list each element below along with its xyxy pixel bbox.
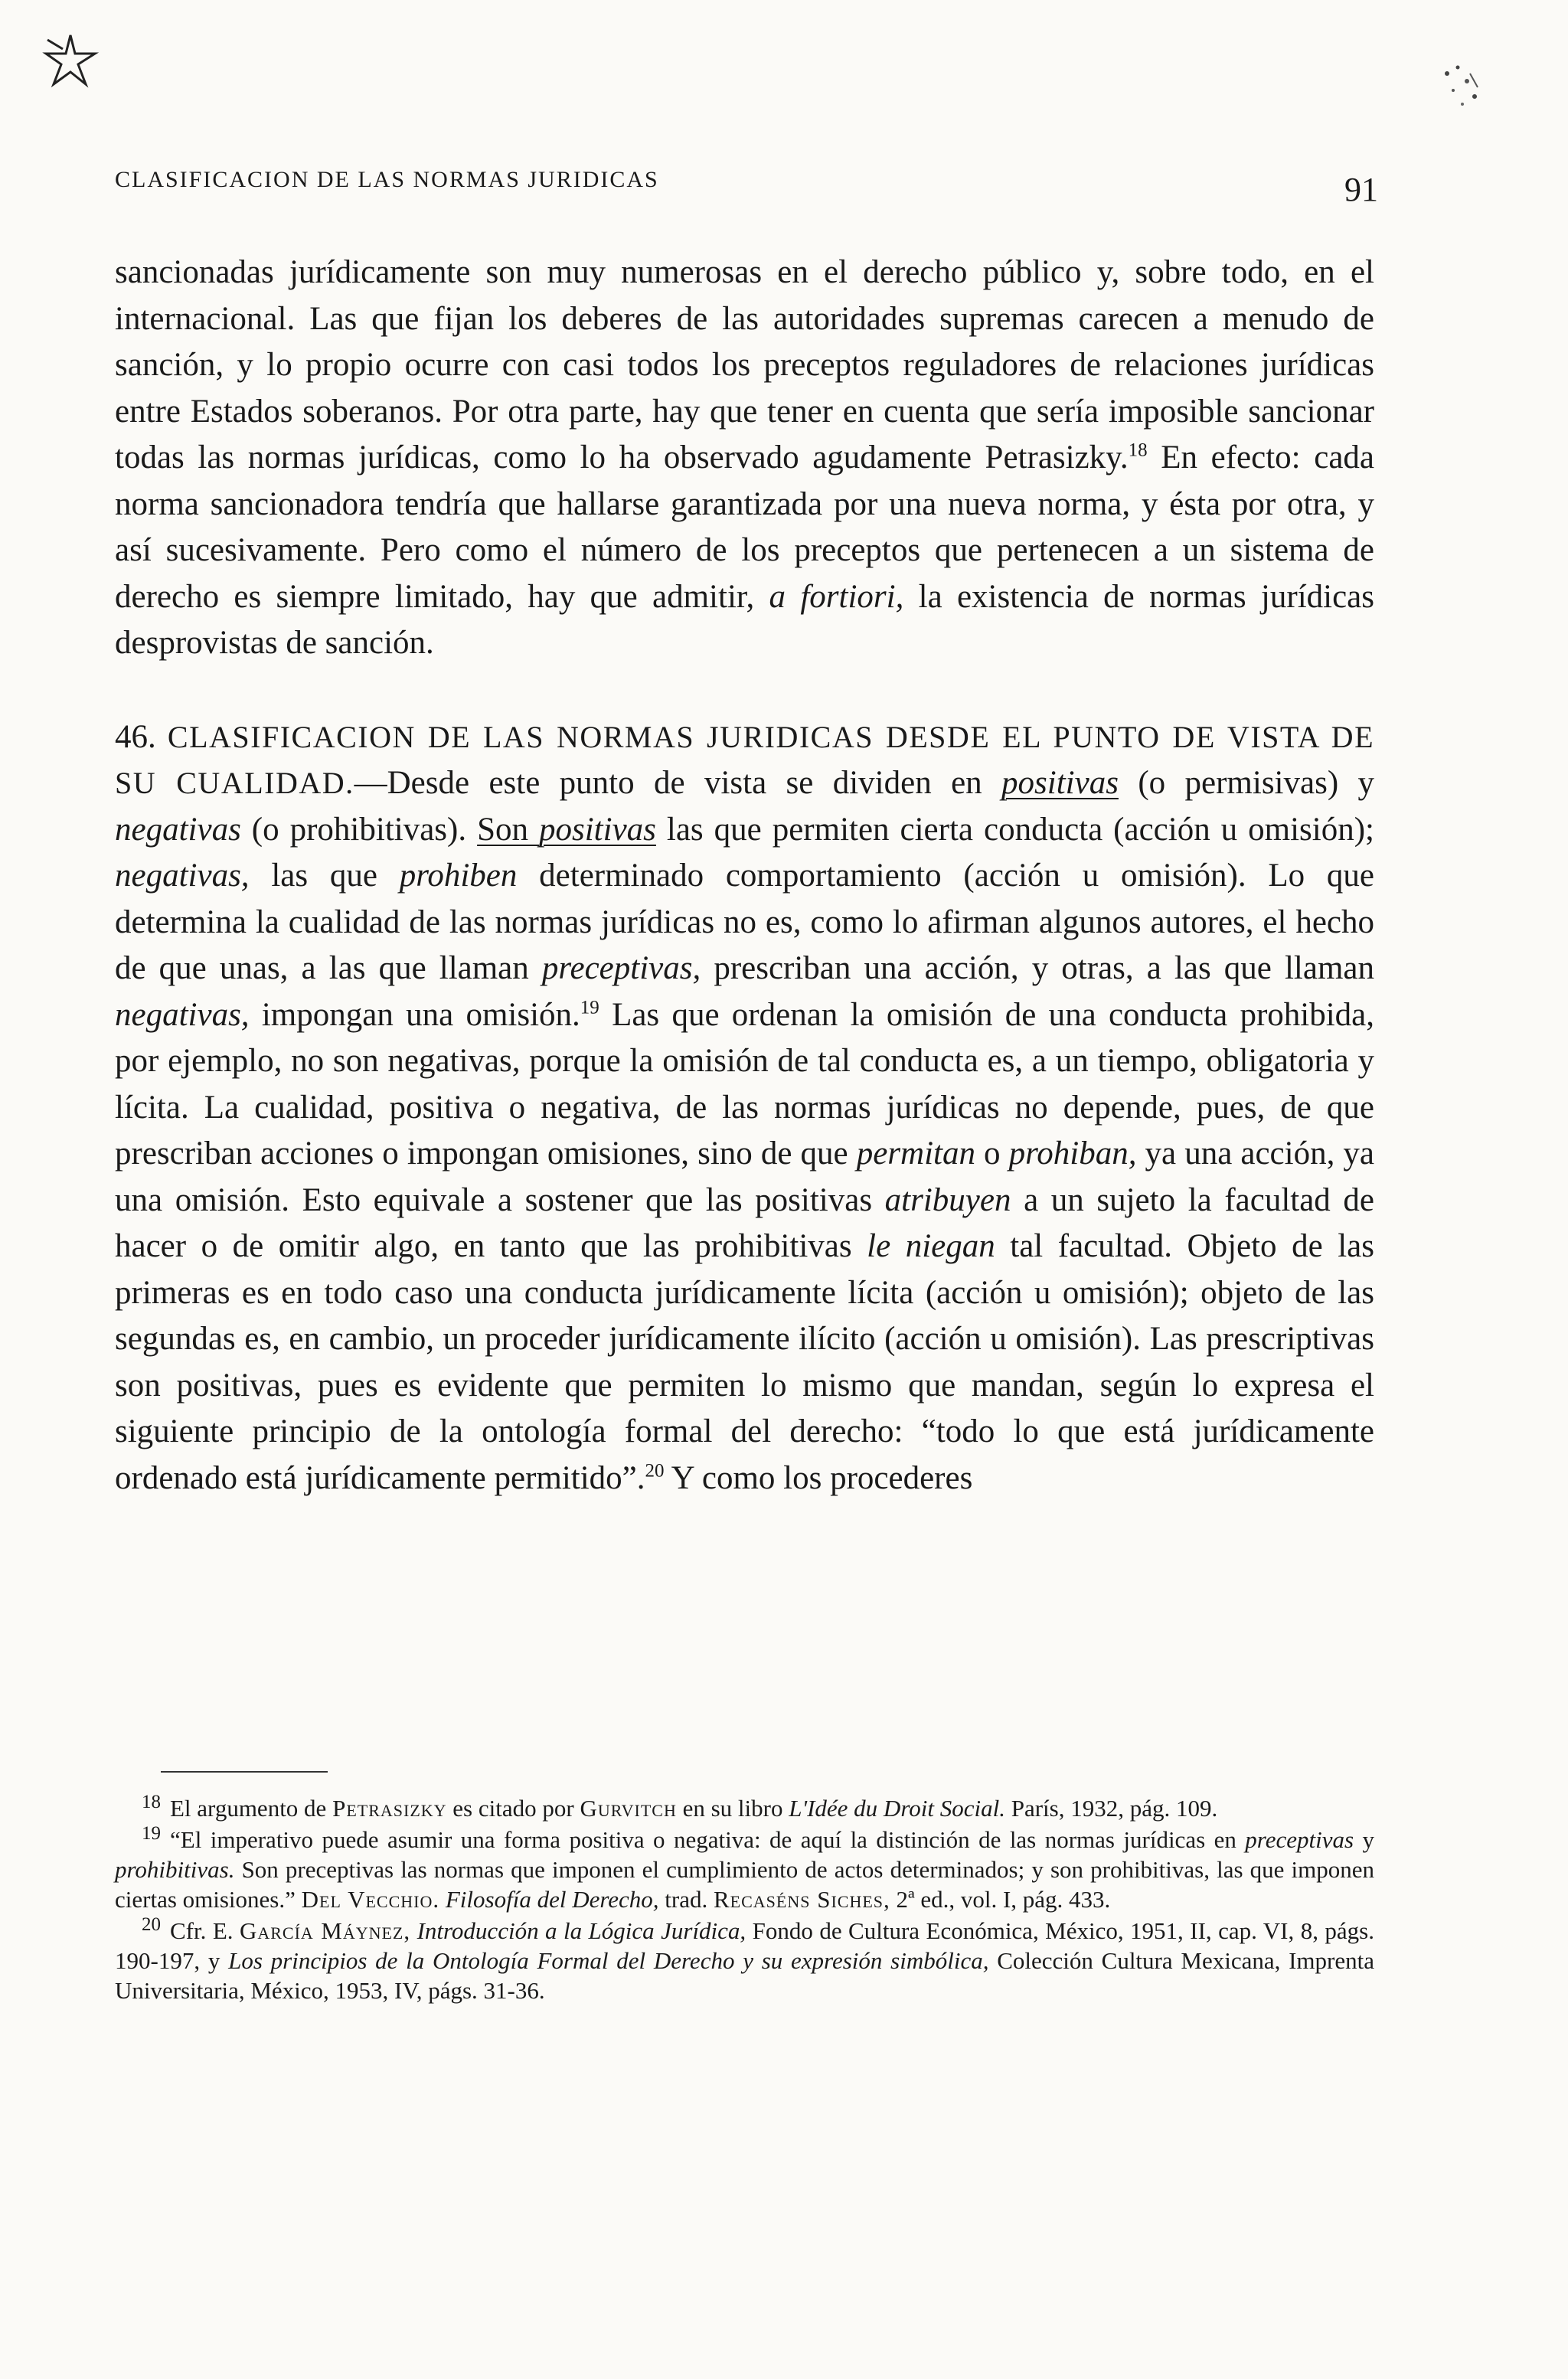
footnote-20: $^{20}$ Cfr. E. García Máynez, Introducción a la Lógica Jurídica, Fondo de Cultura Económica, México, 1951, II, cap. VI, 8, págs. 190-197, y Los principios de la Ontología Formal del Derecho y su expresión simbólica, Colección Cultura Mexicana, Imprenta Universitaria, México, 1953, IV, págs. 31-36. [115, 1913, 1374, 2004]
section-number: 46. [115, 718, 156, 755]
footnote-ref-20[interactable]: 20 [645, 1460, 665, 1482]
footnote-divider [161, 1771, 328, 1773]
page-number: 91 [1344, 171, 1378, 208]
footnote-ref-19[interactable]: 19 [580, 997, 599, 1018]
footnotes [115, 1793, 1374, 2007]
paragraph-continuation: sancionadas jurídicamente son muy numerosas en el derecho público y, sobre todo, en el internacional. Las que fijan los deberes de las autoridades supremas carecen a menudo de sanción, y lo propio ocurre con casi todos los preceptos reguladores de relaciones jurídicas entre Estados soberanos. Por otra parte, hay que tener en cuenta que sería imposible sancionar todas las normas jurídicas, como lo ha observado agudamente Petrasizky.$^{18}$ En efecto: cada norma sancionadora tendría que hallarse garantizada por una nueva norma, y ésta por otra, y así sucesivamente. Pero como el número de los preceptos que pertenecen a un sistema de derecho es siempre limitado, hay que admitir, a fortiori, la existencia de normas jurídicas desprovistas de sanción. [115, 254, 1374, 661]
footnote-19: $^{19}$ “El imperativo puede asumir una forma positiva o negativa: de aquí la distinción de las normas jurídicas en preceptivas y prohibitivas. Son preceptivas las normas que imponen el cumplimiento de actos determinados; y son prohibitivas, las que imponen ciertas omisiones.” Del Vecchio. Filosofía del Derecho, trad. Recaséns Siches, 2ª ed., vol. I, pág. 433. [115, 1822, 1374, 1913]
footnote-18: $^{18}$ El argumento de Petrasizky es citado por Gurvitch en su libro L'Idée du Droit Social. París, 1932, pág. 109. [142, 1791, 1218, 1822]
footnote-ref-18[interactable]: 18 [1128, 440, 1148, 461]
handwritten-star-mark-icon [40, 31, 101, 92]
section-title: CLASIFICACION DE LAS NORMAS JURIDICAS DESDE EL PUNTO DE VISTA DE SU CUALIDAD. [115, 719, 1375, 800]
running-header: CLASIFICACION DE LAS NORMAS JURIDICAS [115, 167, 659, 192]
body-text [115, 250, 1374, 1502]
section-46-paragraph: 46. CLASIFICACION DE LAS NORMAS JURIDICAS DESDE EL PUNTO DE VISTA DE SU CUALIDAD.—Desde este punto de vista se dividen en positivas (o permisivas) y negativas (o prohibitivas). Son positivas las que permiten cierta conducta (acción u omisión); negativas, las que prohiben determinado comportamiento (acción u omisión). Lo que determina la cualidad de las normas jurídicas no es, como lo afirman algunos autores, el hecho de que unas, a las que llaman preceptivas, prescriban una acción, y otras, a las que llaman negativas, impongan una omisión.$^{19}$ Las que ordenan la omisión de una conducta prohibida, por ejemplo, no son negativas, porque la omisión de tal conducta es, a un tiempo, obligatoria y lícita. La cualidad, positiva o negativa, de las normas jurídicas no depende, pues, de que prescriban acciones o impongan omisiones, sino de que permitan o prohiban, ya una acción, ya una omisión. Esto equivale a sostener que las positivas atribuyen a un sujeto la facultad de hacer o de omitir algo, en tanto que las prohibitivas le niegan tal facultad. Objeto de las primeras es en todo caso una conducta jurídicamente lícita (acción u omisión); objeto de las segundas es, en cambio, un proceder jurídicamente ilícito (acción u omisión). Las prescriptivas son positivas, pues es evidente que permiten lo mismo que mandan, según lo expresa el siguiente principio de la ontología formal del derecho: “todo lo que está jurídicamente ordenado está jurídicamente permitido”.$^{20}$ Y como los procederes [115, 718, 1375, 1496]
ink-speck-mark-icon [1432, 51, 1493, 119]
